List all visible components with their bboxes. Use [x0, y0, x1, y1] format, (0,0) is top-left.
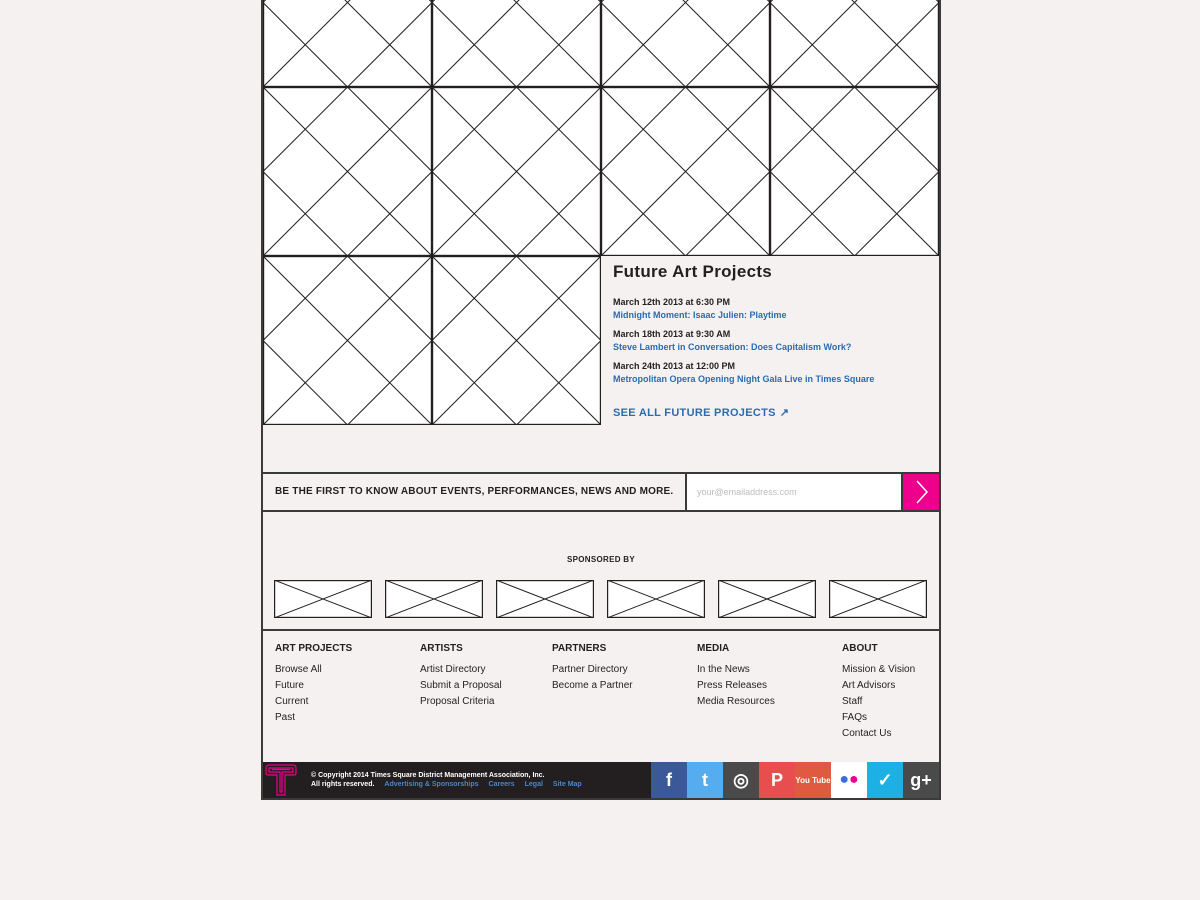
- footer-column-art-projects: [275, 643, 352, 726]
- footer-link[interactable]: Mission & Vision: [842, 664, 916, 675]
- image-placeholder-icon: [718, 580, 816, 618]
- footer-column-media: [697, 643, 775, 710]
- image-placeholder-icon: [770, 0, 939, 87]
- footer-link[interactable]: Become a Partner: [552, 680, 633, 691]
- art-project-tile[interactable]: [263, 0, 432, 87]
- pinterest-icon[interactable]: P: [759, 762, 795, 798]
- footer-column-about: [842, 643, 915, 742]
- event-date: March 18th 2013 at 9:30 AM: [613, 329, 731, 339]
- image-placeholder-icon: [432, 0, 601, 87]
- sponsor-logo[interactable]: [274, 580, 372, 618]
- see-all-label: SEE ALL FUTURE PROJECTS: [613, 407, 776, 419]
- footer-divider: [263, 629, 939, 631]
- footer-link[interactable]: Artist Directory: [420, 664, 486, 675]
- footer-link[interactable]: Contact Us: [842, 728, 892, 739]
- event-link[interactable]: Metropolitan Opera Opening Night Gala Live in Times Square: [613, 374, 875, 384]
- google-plus-icon[interactable]: g+: [903, 762, 939, 798]
- image-placeholder-icon: [274, 580, 372, 618]
- newsletter-submit-button[interactable]: [901, 474, 939, 510]
- event-date: March 12th 2013 at 6:30 PM: [613, 297, 731, 307]
- footer-link[interactable]: Press Releases: [697, 680, 768, 691]
- careers-link[interactable]: Careers: [488, 781, 515, 788]
- image-placeholder-icon: [601, 0, 770, 87]
- footer-heading: MEDIA: [697, 643, 730, 654]
- art-project-tile[interactable]: [432, 87, 601, 256]
- art-project-tile[interactable]: [432, 0, 601, 87]
- footer-link[interactable]: In the News: [697, 664, 750, 675]
- legal-link[interactable]: Legal: [524, 781, 543, 788]
- footer-column-partners: [552, 643, 633, 694]
- chevron-right-icon: [903, 474, 941, 510]
- footer-link[interactable]: Browse All: [275, 664, 322, 675]
- event-link[interactable]: Steve Lambert in Conversation: Does Capitalism Work?: [613, 342, 852, 352]
- image-placeholder-icon: [432, 87, 601, 256]
- footer-link[interactable]: Submit a Proposal: [420, 680, 502, 691]
- page-frame: [261, 0, 941, 800]
- footer-heading: ARTISTS: [420, 643, 463, 654]
- rights-text: All rights reserved.: [311, 781, 375, 788]
- newsletter-label: BE THE FIRST TO KNOW ABOUT EVENTS, PERFORMANCES, NEWS AND MORE.: [275, 486, 674, 497]
- see-all-future-projects-link[interactable]: [613, 406, 789, 419]
- event-item: [613, 296, 933, 322]
- future-title: Future Art Projects: [613, 262, 773, 281]
- image-placeholder-icon: [829, 580, 927, 618]
- footer-link[interactable]: Art Advisors: [842, 680, 896, 691]
- facebook-icon[interactable]: f: [651, 762, 687, 798]
- footer-link[interactable]: Partner Directory: [552, 664, 628, 675]
- times-square-logo-icon[interactable]: [263, 762, 299, 798]
- footer-link[interactable]: Past: [275, 712, 296, 723]
- arrow-up-right-icon: ↗: [779, 407, 790, 419]
- footer-heading: ABOUT: [842, 643, 878, 654]
- image-placeholder-icon: [263, 256, 432, 425]
- art-project-tile[interactable]: [263, 256, 432, 425]
- art-project-tile[interactable]: [601, 87, 770, 256]
- image-placeholder-icon: [263, 87, 432, 256]
- newsletter-signup: [263, 472, 939, 512]
- bottom-bar: [263, 762, 939, 798]
- event-item: [613, 360, 933, 386]
- image-placeholder-icon: [263, 0, 432, 87]
- sponsor-logo[interactable]: [385, 580, 483, 618]
- art-project-tile[interactable]: [770, 0, 939, 87]
- flickr-icon[interactable]: ● ●: [831, 762, 867, 798]
- site-map-link[interactable]: Site Map: [552, 781, 582, 788]
- foursquare-icon[interactable]: ✓: [867, 762, 903, 798]
- future-art-projects: [613, 262, 933, 421]
- footer-link[interactable]: Staff: [842, 696, 863, 707]
- image-placeholder-icon: [432, 256, 601, 425]
- image-placeholder-icon: [770, 87, 939, 256]
- sponsor-logo[interactable]: [607, 580, 705, 618]
- art-project-tile[interactable]: [601, 0, 770, 87]
- footer-heading: ART PROJECTS: [275, 643, 353, 654]
- sponsor-logo[interactable]: [829, 580, 927, 618]
- image-placeholder-icon: [601, 87, 770, 256]
- event-date: March 24th 2013 at 12:00 PM: [613, 361, 736, 371]
- instagram-icon[interactable]: ◎: [723, 762, 759, 798]
- sponsor-logo[interactable]: [496, 580, 594, 618]
- footer-heading: PARTNERS: [552, 643, 607, 654]
- advertising-link[interactable]: Advertising & Sponsorships: [384, 781, 479, 788]
- copyright-block: [311, 771, 582, 789]
- footer-link[interactable]: Future: [275, 680, 304, 691]
- sponsor-logo[interactable]: [718, 580, 816, 618]
- footer-link[interactable]: Current: [275, 696, 309, 707]
- footer-column-artists: [420, 643, 502, 710]
- copyright-text: © Copyright 2014 Times Square District Management Association, Inc.: [311, 772, 545, 779]
- image-placeholder-icon: [496, 580, 594, 618]
- sponsored-by-label: SPONSORED BY: [566, 555, 636, 564]
- art-project-tile[interactable]: [263, 87, 432, 256]
- footer-link[interactable]: Proposal Criteria: [420, 696, 495, 707]
- event-link[interactable]: Midnight Moment: Isaac Julien: Playtime: [613, 310, 787, 320]
- image-placeholder-icon: [607, 580, 705, 618]
- footer-link[interactable]: FAQs: [842, 712, 868, 723]
- twitter-icon[interactable]: t: [687, 762, 723, 798]
- event-item: [613, 328, 933, 354]
- footer-link[interactable]: Media Resources: [697, 696, 775, 707]
- youtube-icon[interactable]: You Tube: [795, 762, 831, 798]
- art-project-tile[interactable]: [770, 87, 939, 256]
- art-project-tile[interactable]: [432, 256, 601, 425]
- email-input[interactable]: [685, 474, 901, 510]
- image-placeholder-icon: [385, 580, 483, 618]
